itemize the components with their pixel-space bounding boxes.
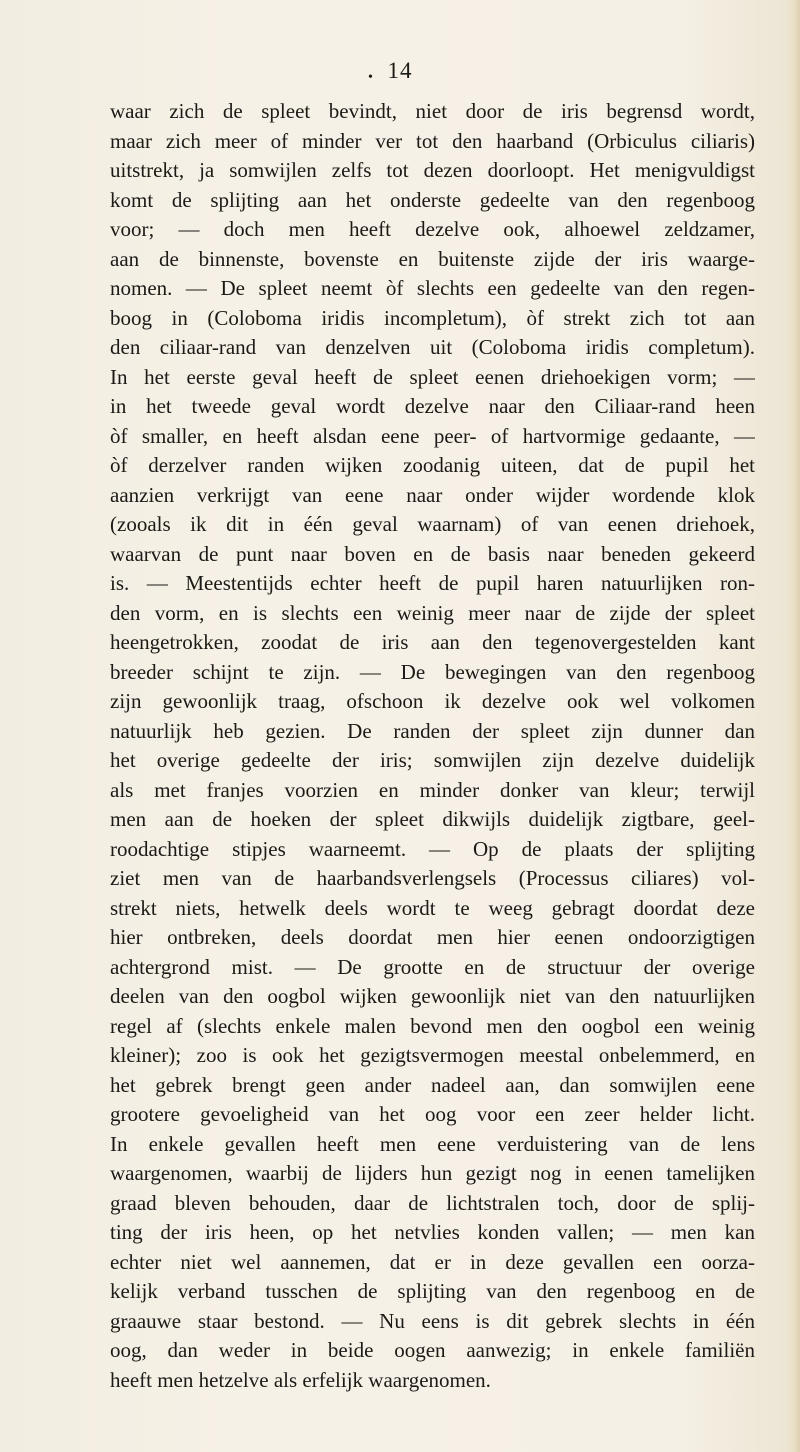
text-line: aan de binnenste, bovenste en buitenste zijde der iris waarge-: [110, 246, 755, 271]
text-line: zijn gewoonlijk traag, ofschoon ik dezelve ook wel volkomen: [110, 689, 755, 713]
text-line: is. — Meestentijds echter heeft de pupil haren natuurlijken ron-: [110, 571, 755, 595]
text-line: waarvan de punt naar boven en de basis naar beneden gekeerd: [110, 541, 755, 566]
text-line: den vorm, en is slechts een weinig meer naar de zijde der spleet: [110, 600, 755, 625]
text-line: ting der iris heen, op het netvlies konden vallen; — men kan: [110, 1220, 755, 1244]
text-line: In het eerste geval heeft de spleet eenen driehoekigen vorm; —: [110, 364, 755, 389]
text-line: kelijk verband tusschen de splijting van den regenboog en de: [110, 1279, 755, 1303]
page-number: [0, 58, 800, 84]
text-line: deelen van den oogbol wijken gewoonlijk niet van den natuurlijken: [110, 984, 755, 1008]
text-line: waar zich de spleet bevindt, niet door de iris begrensd wordt,: [110, 99, 755, 123]
text-line: grootere gevoeligheid van het oog voor een zeer helder licht.: [110, 1102, 755, 1126]
text-line: ziet men van de haarbandsverlengsels (Processus ciliares) vol-: [110, 866, 755, 890]
text-line: graauwe staar bestond. — Nu eens is dit gebrek slechts in één: [110, 1308, 755, 1333]
text-line: graad bleven behouden, daar de lichtstralen toch, door de splij-: [110, 1190, 755, 1215]
body-text: [110, 97, 755, 1395]
text-line: echter niet wel aannemen, dat er in deze gevallen een oorza-: [110, 1249, 755, 1274]
text-line: hier ontbreken, deels doordat men hier eenen ondoorzigtigen: [110, 925, 755, 949]
text-line: het overige gedeelte der iris; somwijlen zijn dezelve duidelijk: [110, 748, 755, 772]
text-line: heeft men hetzelve als erfelijk waargenomen.: [110, 1367, 491, 1392]
text-line: òf derzelver randen wijken zoodanig uiteen, dat de pupil het: [110, 453, 755, 477]
text-line: roodachtige stipjes waarneemt. — Op de plaats der splijting: [110, 836, 755, 861]
text-line: voor; — doch men heeft dezelve ook, alhoewel zeldzamer,: [110, 217, 755, 241]
text-line: den ciliaar-rand van denzelven uit (Coloboma iridis completum).: [110, 335, 755, 359]
text-line: waargenomen, waarbij de lijders hun gezigt nog in eenen tamelijken: [110, 1161, 755, 1185]
text-line: regel af (slechts enkele malen bevond men den oogbol een weinig: [110, 1013, 755, 1038]
text-line: nomen. — De spleet neemt òf slechts een gedeelte van den regen-: [110, 276, 755, 300]
text-line: uitstrekt, ja somwijlen zelfs tot dezen doorloopt. Het menigvuldigst: [110, 158, 755, 182]
text-line: maar zich meer of minder ver tot den haarband (Orbiculus ciliaris): [110, 128, 755, 153]
text-line: als met franjes voorzien en minder donker van kleur; terwijl: [110, 777, 755, 802]
text-line: (zooals ik dit in één geval waarnam) of van eenen driehoek,: [110, 512, 755, 536]
text-line: in het tweede geval wordt dezelve naar den Ciliaar-rand heen: [110, 394, 755, 418]
text-line: In enkele gevallen heeft men eene verduistering van de lens: [110, 1131, 755, 1156]
text-line: boog in (Coloboma iridis incompletum), òf strekt zich tot aan: [110, 305, 755, 330]
text-line: achtergrond mist. — De grootte en de structuur der overige: [110, 954, 755, 979]
text-line: breeder schijnt te zijn. — De bewegingen van den regenboog: [110, 659, 755, 684]
text-line: natuurlijk heb gezien. De randen der spleet zijn dunner dan: [110, 718, 755, 743]
text-line: kleiner); zoo is ook het gezigtsvermogen meestal onbelemmerd, en: [110, 1043, 755, 1067]
text-line: òf smaller, en heeft alsdan eene peer- of hartvormige gedaante, —: [110, 423, 755, 448]
page-edge-shadow: [786, 0, 800, 1452]
text-line: aanzien verkrijgt van eene naar onder wijder wordende klok: [110, 482, 755, 507]
text-line: strekt niets, hetwelk deels wordt te weeg gebragt doordat deze: [110, 895, 755, 920]
text-line: men aan de hoeken der spleet dikwijls duidelijk zigtbare, geel-: [110, 807, 755, 831]
page-number-text: 14: [387, 58, 413, 83]
text-line: oog, dan weder in beide oogen aanwezig; in enkele familiën: [110, 1338, 755, 1362]
text-line: komt de splijting aan het onderste gedeelte van den regenboog: [110, 187, 755, 212]
text-line: het gebrek brengt geen ander nadeel aan, dan somwijlen eene: [110, 1072, 755, 1097]
text-line: heengetrokken, zoodat de iris aan den tegenovergestelden kant: [110, 630, 755, 654]
page-number-dot: •: [368, 70, 374, 85]
